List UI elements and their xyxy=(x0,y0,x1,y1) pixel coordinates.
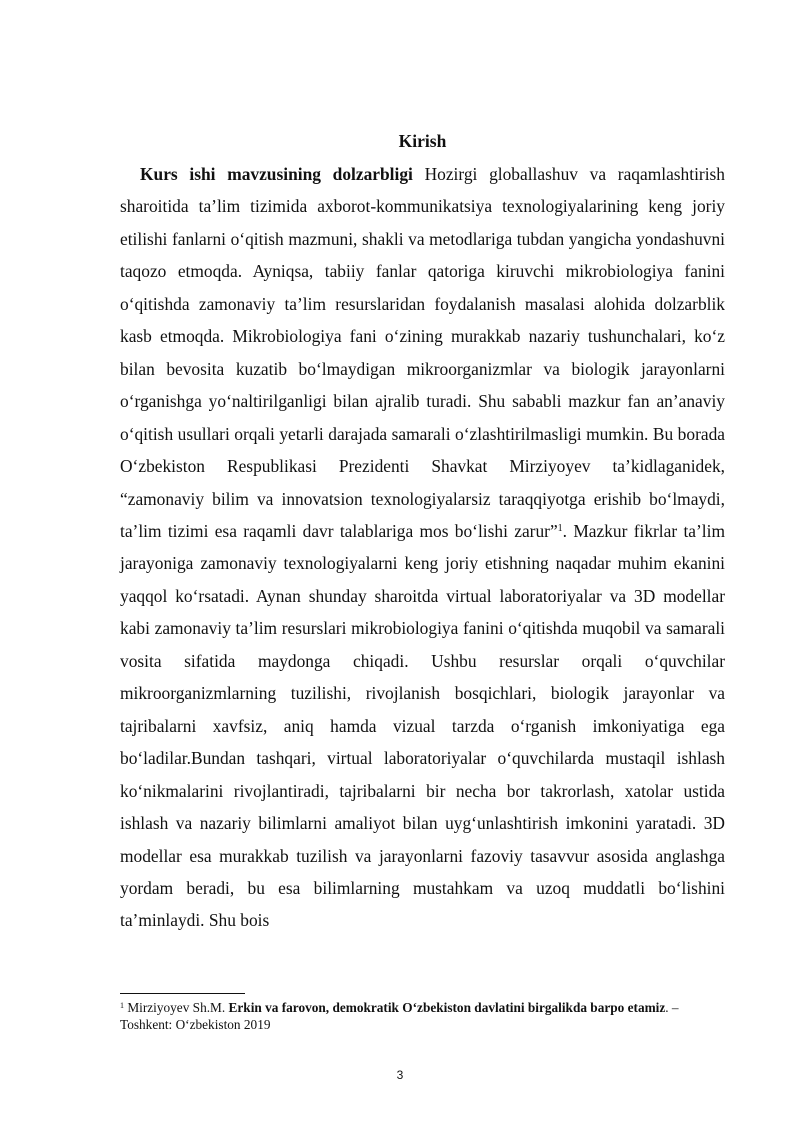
footnote-separator xyxy=(120,993,245,994)
section-heading: Kirish xyxy=(398,131,447,151)
footnote-title: Erkin va farovon, demokratik O‘zbekiston davlatini birgalikda barpo etamiz xyxy=(228,1000,666,1015)
page-number: 3 xyxy=(396,1068,404,1082)
footnote-reference: 1 xyxy=(557,522,563,534)
footnote-author: Mirziyoyev Sh.M. xyxy=(124,1000,229,1015)
footnote-publication: . – Toshkent: O‘zbekiston 2019 xyxy=(120,1000,679,1032)
paragraph-text-after-note: . Mazkur fikrlar ta’lim jarayoniga zamonaviy texnologiyalarni keng joriy etishning naqadar muhim ekanini yaqqol ko‘rsatadi. Aynan shunday sharoitda virtual laboratoriyalar va 3D modellar kabi zamonaviy ta’lim resurslari mikrobiologiya fanini o‘qitishda muqobil va samarali vosita sifatida maydonga chiqadi. Ushbu resurslar orqali o‘quvchilar mikroorganizmlarning tuzilishi, rivojlanish bosqichlari, biologik jarayonlar va tajribalarni xavfsiz, aniq hamda vizual tarzda o‘rganish imkoniyatiga ega bo‘ladilar.Bundan tashqari, virtual laboratoriyalar o‘quvchilarda mustaqil ishlash ko‘nikmalarini rivojlantiradi, tajribalarni bir necha bor takrorlash, xatolar ustida ishlash va nazariy bilimlarni amaliyot bilan uyg‘unlashtirish imkonini yaratadi. 3D modellar esa murakkab tuzilish va jarayonlarni fazoviy tasavvur asosida anglashga yordam beradi, bu esa bilimlarning mustahkam va uzoq muddatli bo‘lishini ta’minlaydi. Shu bois xyxy=(120,520,725,931)
body-paragraph xyxy=(120,158,725,937)
paragraph-lead: Kurs ishi mavzusining dolzarbligi xyxy=(140,164,413,184)
footnote-marker: 1 xyxy=(120,1001,124,1010)
footnote xyxy=(120,999,725,1033)
paragraph-text-before-note: Hozirgi globallashuv va raqamlashtirish sharoitida ta’lim tizimida axborot-kommunikatsiya texnologiyalarining keng joriy etilishi fanlarni o‘qitish mazmuni, shakli va metodlariga tubdan yangicha yondashuvni taqozo etmoqda. Ayniqsa, tabiiy fanlar qatoriga kiruvchi mikrobiologiya fanini o‘qitishda zamonaviy ta’lim resurslaridan foydalanish masalasi alohida dolzarblik kasb etmoqda. Mikrobiologiya fani o‘zining murakkab nazariy tushunchalari, ko‘z bilan bevosita kuzatib bo‘lmaydigan mikroorganizmlar va biologik jarayonlarni o‘rganishga yo‘naltirilganligi bilan ajralib turadi. Shu sababli mazkur fan an’anaviy o‘qitish usullari orqali yetarli darajada samarali o‘zlashtirilmasligi mumkin. Bu borada O‘zbekiston Respublikasi Prezidenti Shavkat Mirziyoyev ta’kidlaganidek, “zamonaviy bilim va innovatsion texnologiyalarsiz taraqqiyotga erishib bo‘lmaydi, ta’lim tizimi esa raqamli davr talablariga mos bo‘lishi zarur” xyxy=(120,164,726,541)
